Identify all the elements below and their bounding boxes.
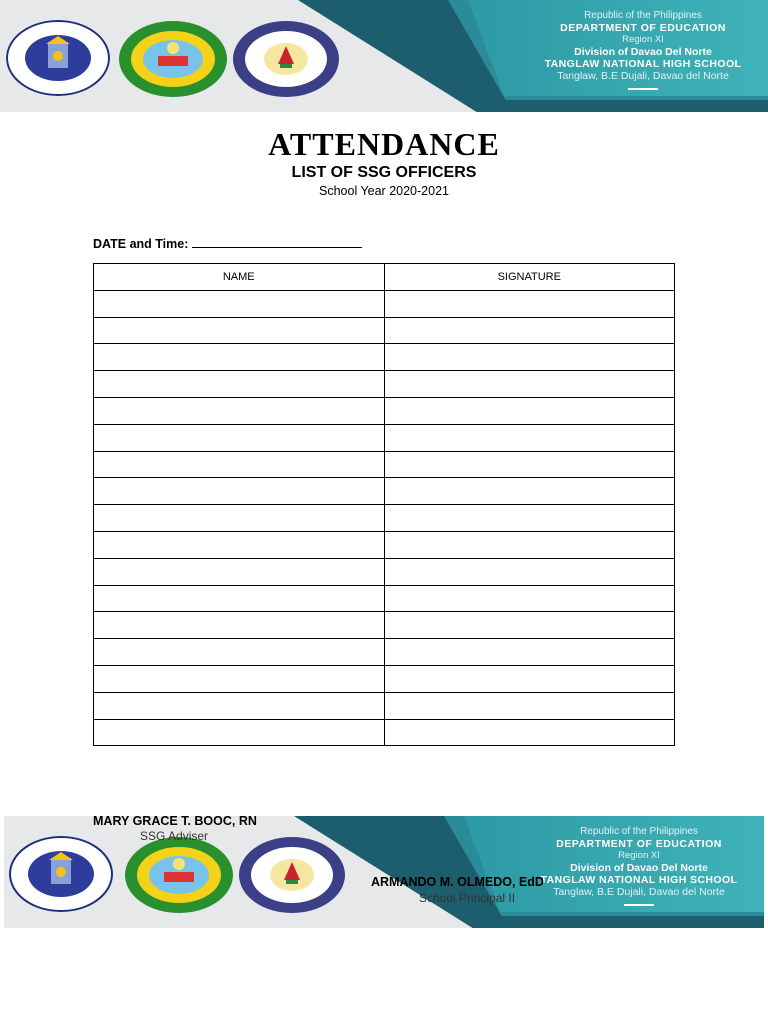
name-cell[interactable] xyxy=(94,344,385,371)
name-cell[interactable] xyxy=(94,665,385,692)
signature-cell[interactable] xyxy=(384,424,675,451)
table-row xyxy=(94,719,675,746)
signature-cell[interactable] xyxy=(384,371,675,398)
region-text: Region XI xyxy=(618,850,660,861)
signature-cell[interactable] xyxy=(384,665,675,692)
principal-title: School Principal II xyxy=(419,891,516,905)
name-cell[interactable] xyxy=(94,451,385,478)
signature-cell[interactable] xyxy=(384,531,675,558)
signature-cell[interactable] xyxy=(384,397,675,424)
table-row xyxy=(94,692,675,719)
deped-seal-icon xyxy=(6,20,110,96)
division-seal-icon xyxy=(124,836,234,914)
banner-dash xyxy=(624,904,654,906)
signature-cell[interactable] xyxy=(384,290,675,317)
school-text: TANGLAW NATIONAL HIGH SCHOOL xyxy=(544,58,742,70)
division-text: Division of Davao Del Norte xyxy=(570,862,708,874)
table-row xyxy=(94,290,675,317)
signature-cell[interactable] xyxy=(384,344,675,371)
table-row xyxy=(94,451,675,478)
republic-text: Republic of the Philippines xyxy=(584,10,702,21)
name-cell[interactable] xyxy=(94,719,385,746)
table-row xyxy=(94,424,675,451)
name-cell[interactable] xyxy=(94,397,385,424)
column-header-name: NAME xyxy=(94,264,385,291)
name-cell[interactable] xyxy=(94,558,385,585)
name-cell[interactable] xyxy=(94,424,385,451)
signature-cell[interactable] xyxy=(384,612,675,639)
table-row xyxy=(94,531,675,558)
table-body xyxy=(94,290,675,746)
principal-name: ARMANDO M. OLMEDO, EdD xyxy=(371,875,544,889)
name-cell[interactable] xyxy=(94,639,385,666)
signature-cell[interactable] xyxy=(384,317,675,344)
table-row xyxy=(94,344,675,371)
date-time-label: DATE and Time: xyxy=(93,237,189,251)
address-text: Tanglaw, B.E Dujali, Davao del Norte xyxy=(553,886,725,898)
republic-text: Republic of the Philippines xyxy=(580,826,698,837)
banner-text xyxy=(514,826,764,906)
region-text: Region XI xyxy=(622,34,664,45)
division-seal-icon xyxy=(118,20,228,98)
table-row xyxy=(94,612,675,639)
table-row xyxy=(94,478,675,505)
school-year: School Year 2020-2021 xyxy=(319,184,449,198)
name-cell[interactable] xyxy=(94,317,385,344)
signature-cell[interactable] xyxy=(384,478,675,505)
deped-seal-icon xyxy=(8,836,114,912)
signature-cell[interactable] xyxy=(384,558,675,585)
name-cell[interactable] xyxy=(94,290,385,317)
page-subtitle: LIST OF SSG OFFICERS xyxy=(291,164,477,181)
table-row xyxy=(94,639,675,666)
name-cell[interactable] xyxy=(94,371,385,398)
page-title: ATTENDANCE xyxy=(268,126,500,162)
table-row xyxy=(94,665,675,692)
table-row xyxy=(94,558,675,585)
table-row xyxy=(94,397,675,424)
division-text: Division of Davao Del Norte xyxy=(574,46,712,58)
name-cell[interactable] xyxy=(94,531,385,558)
table-header-row xyxy=(94,264,675,291)
name-cell[interactable] xyxy=(94,612,385,639)
date-time-field xyxy=(93,237,362,251)
school-seal-icon xyxy=(238,836,346,914)
name-cell[interactable] xyxy=(94,505,385,532)
signature-cell[interactable] xyxy=(384,585,675,612)
column-header-signature: SIGNATURE xyxy=(384,264,675,291)
attendance-table xyxy=(93,263,675,746)
table-row xyxy=(94,585,675,612)
school-seal-icon xyxy=(232,20,340,98)
header-banner xyxy=(0,0,768,112)
banner-text xyxy=(518,10,768,90)
name-cell[interactable] xyxy=(94,585,385,612)
school-text: TANGLAW NATIONAL HIGH SCHOOL xyxy=(540,874,738,886)
name-cell[interactable] xyxy=(94,692,385,719)
address-text: Tanglaw, B.E Dujali, Davao del Norte xyxy=(557,70,729,82)
department-text: DEPARTMENT OF EDUCATION xyxy=(556,838,722,850)
table-row xyxy=(94,317,675,344)
table-row xyxy=(94,505,675,532)
department-text: DEPARTMENT OF EDUCATION xyxy=(560,22,726,34)
adviser-name: MARY GRACE T. BOOC, RN xyxy=(93,814,257,828)
banner-dash xyxy=(628,88,658,90)
signature-cell[interactable] xyxy=(384,505,675,532)
signature-cell[interactable] xyxy=(384,451,675,478)
table-row xyxy=(94,371,675,398)
name-cell[interactable] xyxy=(94,478,385,505)
adviser-title: SSG Adviser xyxy=(140,829,209,843)
date-time-blank[interactable] xyxy=(192,237,362,248)
signature-cell[interactable] xyxy=(384,692,675,719)
signature-cell[interactable] xyxy=(384,719,675,746)
footer-banner xyxy=(4,816,764,928)
signature-cell[interactable] xyxy=(384,639,675,666)
